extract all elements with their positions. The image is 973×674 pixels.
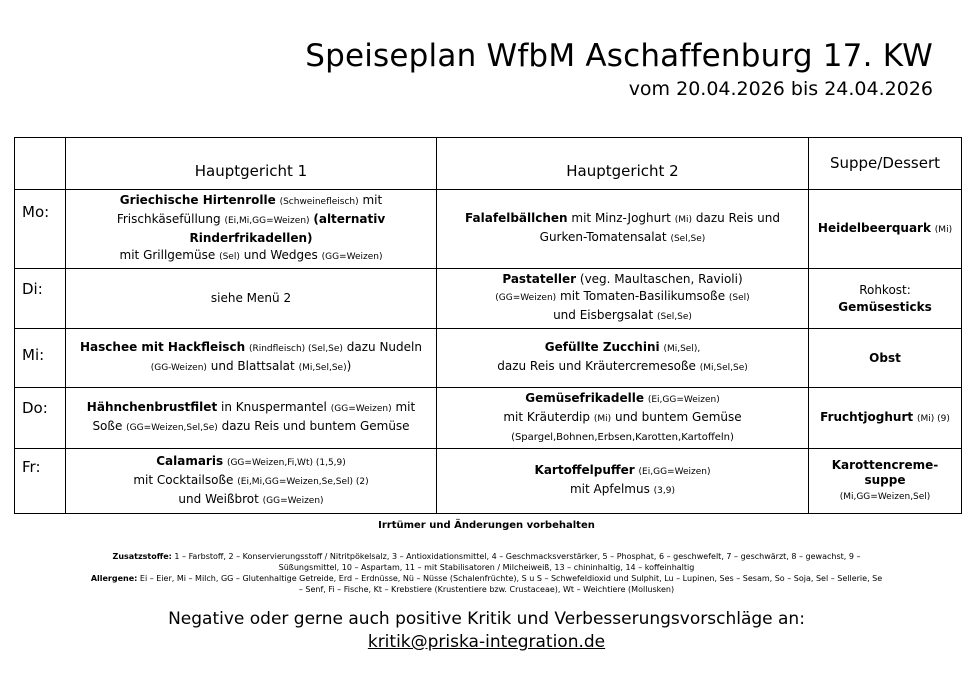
dish-cell: Haschee mit Hackfleisch (Rindfleisch) (Sel,Se) dazu Nudeln (GG-Weizen) und Blattsalat (Mi,Sel,Se))	[66, 329, 437, 388]
day-label: Di:	[15, 269, 66, 329]
email-link[interactable]: kritik@priska-integration.de	[367, 632, 606, 652]
feedback-text: Negative oder gerne auch positive Kritik und Verbesserungsvorschläge an:	[168, 609, 805, 629]
day-label: Fr:	[15, 449, 66, 514]
dessert-cell: Karottencreme- suppe (Mi,GG=Weizen,Sel)	[809, 449, 962, 514]
dish-cell: Gefüllte Zucchini (Mi,Sel), dazu Reis und Kräutercremesoße (Mi,Sel,Se)	[437, 329, 809, 388]
day-label: Mi:	[15, 329, 66, 388]
menu-table	[14, 137, 962, 514]
allergens-legend: Allergene: Ei – Eier, Mi – Milch, GG – Glutenhaltige Getreide, Erd – Erdnüsse, Nü – Nüsse (Schalenfrüchte), S u S – Schwefeldioxid und Sulphit, Lu – Lupinen, Ses – Sesam, So – Soja, Sel – Sellerie, Se – Senf, Fi – Fische, Kt – Krebstiere (Krustentiere bzw. Crustaceae), Wt – Weichtiere (Mollusken)	[90, 574, 883, 594]
column-header-day	[15, 138, 66, 190]
table-row	[15, 190, 962, 269]
dish-cell: Falafelbällchen mit Minz-Joghurt (Mi) dazu Reis und Gurken-Tomatensalat (Sel,Se)	[437, 190, 809, 269]
table-row	[15, 269, 962, 329]
dish-cell: Calamaris (GG=Weizen,Fi,Wt) (1,5,9) mit Cocktailsoße (Ei,Mi,GG=Weizen,Se,Sel) (2) und Weißbrot (GG=Weizen)	[66, 449, 437, 514]
dish-cell: Hähnchenbrustfilet in Knuspermantel (GG=Weizen) mit Soße (GG=Weizen,Sel,Se) dazu Reis und buntem Gemüse	[66, 388, 437, 449]
day-label: Mo:	[15, 190, 66, 269]
table-row	[15, 449, 962, 514]
dish-cell: Pastateller (veg. Maultaschen, Ravioli) (GG=Weizen) mit Tomaten-Basilikumsoße (Sel) und Eisbergsalat (Sel,Se)	[437, 269, 809, 329]
additives-legend: Zusatzstoffe: 1 – Farbstoff, 2 – Konservierungsstoff / Nitritpökelsalz, 3 – Antioxidationsmittel, 4 – Geschmacksverstärker, 5 – Phosphat, 6 – geschwefelt, 7 – geschwärzt, 8 – gewachst, 9 – Süßungsmittel, 10 – Aspartam, 11 – mit Stabilisatoren / Milcheiweiß, 13 – chininhaltig, 14 – koffeinhaltig	[112, 552, 861, 572]
day-label: Do:	[15, 388, 66, 449]
dish-cell: Gemüsefrikadelle (Ei,GG=Weizen) mit Kräuterdip (Mi) und buntem Gemüse (Spargel,Bohnen,Erbsen,Karotten,Kartoffeln)	[437, 388, 809, 449]
table-row	[15, 329, 962, 388]
feedback-email	[0, 632, 973, 652]
dish-cell: Griechische Hirtenrolle (Schweinefleisch) mit Frischkäsefüllung (Ei,Mi,GG=Weizen) (alternativ Rinderfrikadellen) mit Grillgemüse (Sel) und Wedges (GG=Weizen)	[66, 190, 437, 269]
disclaimer: Irrtümer und Änderungen vorbehalten	[378, 520, 595, 531]
dessert-cell: Fruchtjoghurt (Mi) (9)	[809, 388, 962, 449]
dish-cell: siehe Menü 2	[66, 269, 437, 329]
dessert-cell: Obst	[809, 329, 962, 388]
column-header-hauptgericht-1: Hauptgericht 1	[66, 138, 437, 190]
column-header-suppe-dessert: Suppe/Dessert	[809, 138, 962, 190]
dessert-cell: Rohkost: Gemüsesticks	[809, 269, 962, 329]
dessert-cell: Heidelbeerquark (Mi)	[809, 190, 962, 269]
column-header-hauptgericht-2: Hauptgericht 2	[437, 138, 809, 190]
page-subtitle: vom 20.04.2026 bis 24.04.2026	[628, 78, 933, 100]
table-row	[15, 388, 962, 449]
page-title: Speiseplan WfbM Aschaffenburg 17. KW	[305, 38, 933, 74]
table-header-row	[15, 138, 962, 190]
dish-cell: Kartoffelpuffer (Ei,GG=Weizen) mit Apfelmus (3,9)	[437, 449, 809, 514]
legend	[90, 551, 883, 595]
